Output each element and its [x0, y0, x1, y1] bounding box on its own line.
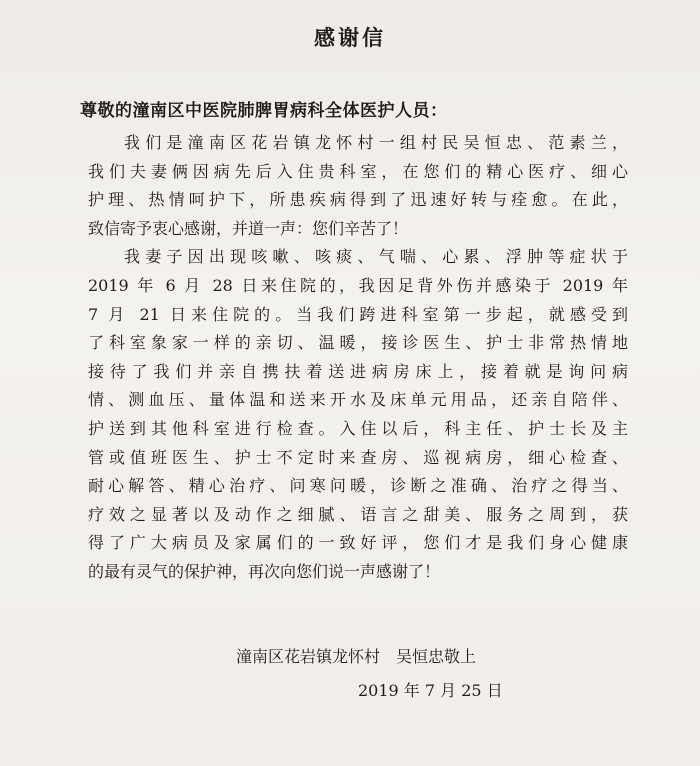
- paragraph-line: 我妻子因出现咳嗽、咳痰、气喘、心累、浮肿等症状于: [124, 247, 628, 267]
- signature-name: 吴恒忠敬上: [396, 647, 477, 666]
- paragraph-1: [88, 129, 628, 243]
- letter-signature: [236, 644, 476, 667]
- letter-date: 2019 年 7 月 25 日: [358, 681, 503, 700]
- paragraph-line: 耐心解答、精心治疗、问寒问暖，诊断之准确、治疗之得当、: [88, 476, 628, 496]
- paragraph-2: [88, 243, 628, 586]
- paragraph-line: 致信寄予衷心感谢，并道一声：您们辛苦了！: [88, 218, 409, 238]
- paragraph-line: 2019 年 6 月 28 日来住院的，我因足背外伤并感染于 2019 年: [88, 275, 628, 295]
- paragraph-line: 了科室象家一样的亲切、温暖，接诊医生、护士非常热情地: [88, 333, 628, 353]
- paragraph-line: 我们夫妻俩因病先后入住贵科室，在您们的精心医疗、细心: [88, 161, 628, 181]
- paragraph-line: 的最有灵气的保护神，再次向您们说一声感谢了！: [88, 561, 441, 581]
- letter-salutation: 尊敬的潼南区中医院肺脾胃病科全体医护人员：: [80, 101, 448, 121]
- paragraph-line: 我们是潼南区花岩镇龙怀村一组村民吴恒忠、范素兰，: [124, 133, 628, 152]
- paragraph-line: 护送到其他科室进行检查。入住以后，科主任、护士长及主: [88, 418, 628, 438]
- paragraph-line: 情、测血压、量体温和送来开水及床单元用品，还亲自陪伴、: [88, 390, 628, 410]
- letter-body: [88, 129, 628, 587]
- signature-place: 潼南区花岩镇龙怀村: [236, 647, 381, 666]
- letter-title: 感谢信: [314, 26, 386, 50]
- paragraph-line: 疗效之显著以及动作之细腻、语言之甜美、服务之周到，获: [88, 504, 628, 524]
- paragraph-line: 接待了我们并亲自携扶着送进病房床上，接着就是询问病: [88, 361, 628, 381]
- paragraph-line: 护理、热情呵护下，所患疾病得到了迅速好转与痊愈。在此，: [88, 190, 628, 210]
- paragraph-line: 7 月 21 日来住院的。当我们跨进科室第一步起，就感受到: [88, 304, 628, 324]
- paragraph-line: 管或值班医生、护士不定时来查房、巡视病房，细心检查、: [88, 447, 628, 467]
- paragraph-line: 得了广大病员及家属们的一致好评，您们才是我们身心健康: [88, 533, 628, 553]
